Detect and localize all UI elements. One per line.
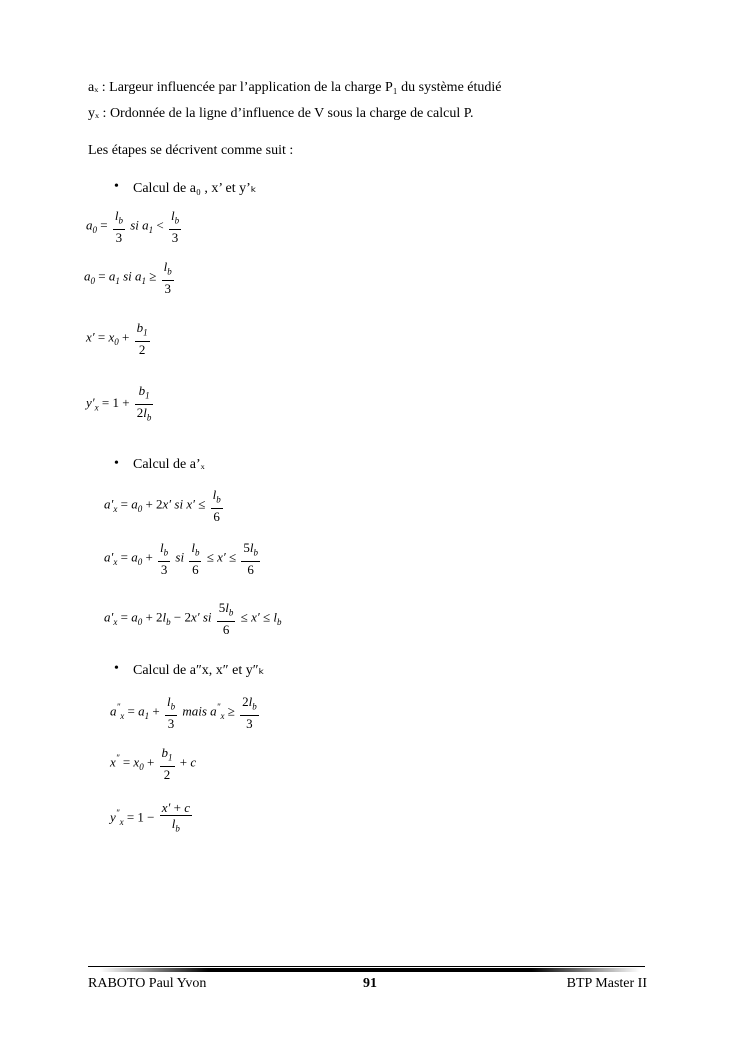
yx-definition: yₓ : Ordonnée de la ligne d’influence de V sous la charge de calcul P. (88, 106, 474, 121)
bullet-dot-icon: • (114, 456, 119, 471)
ax-definition: aₓ : Largeur influencée par l’application de la charge P₁ du système étudié (88, 80, 502, 95)
equation-ax-prime-case1: $a'_x = a_0 + 2x'$ si x′ ≤ $\frac{l_b}{6}$ (104, 487, 221, 524)
bullet-dot-icon: • (114, 179, 119, 194)
footer-divider (88, 966, 645, 967)
equation-y-second: $y^"_x = 1$ − $\frac{x' + c}{l_b}$ (110, 800, 190, 834)
footer-course: BTP Master II (566, 976, 647, 991)
equation-a0-case1: $a_0$ = $\frac{l_b}{3}$ si $a_1$ < $\frac{l_b}{3}$ (86, 208, 180, 245)
footer-author: RABOTO Paul Yvon (88, 976, 207, 991)
bullet-1-label: Calcul de a₀ , x’ et y’ₖ (133, 181, 257, 196)
equation-ax-prime-case3: $a'_x = a_0 + 2l_b - 2x'$ si $\frac{5l_b}{6}$ ≤ $x' \le l_b$ (104, 600, 282, 637)
equation-ax-prime-case2: $a'_x = a_0$ + $\frac{l_b}{3}$ si $\frac{l_b}{6}$ ≤ x′ ≤ $\frac{5l_b}{6}$ (104, 540, 258, 577)
equation-y-prime: $y'_x = 1$ + $\frac{b_1}{2l_b}$ (86, 383, 152, 423)
bullet-3-label: Calcul de a″x, x″ et y″ₖ (133, 663, 265, 678)
equation-x-prime: $x' = x_0$ + $\frac{b_1}{2}$ (86, 320, 148, 357)
equation-ax-second: $a^"_x = a_1$ + $\frac{l_b}{3}$ mais $a^"_x$ ≥ $\frac{2l_b}{3}$ (110, 694, 257, 731)
bullet-2-label: Calcul de a’ₓ (133, 457, 205, 472)
footer-page-number: 91 (363, 976, 377, 991)
footer-divider-bold (100, 968, 640, 972)
steps-intro: Les étapes se décrivent comme suit : (88, 143, 294, 158)
equation-x-second: $x^" = x_0$ + $\frac{b_1}{2}$ + c (110, 745, 197, 782)
equation-a0-case2: $a_0 = a_1$ si $a_1$ ≥ $\frac{l_b}{3}$ (84, 259, 172, 296)
bullet-dot-icon: • (114, 661, 119, 676)
